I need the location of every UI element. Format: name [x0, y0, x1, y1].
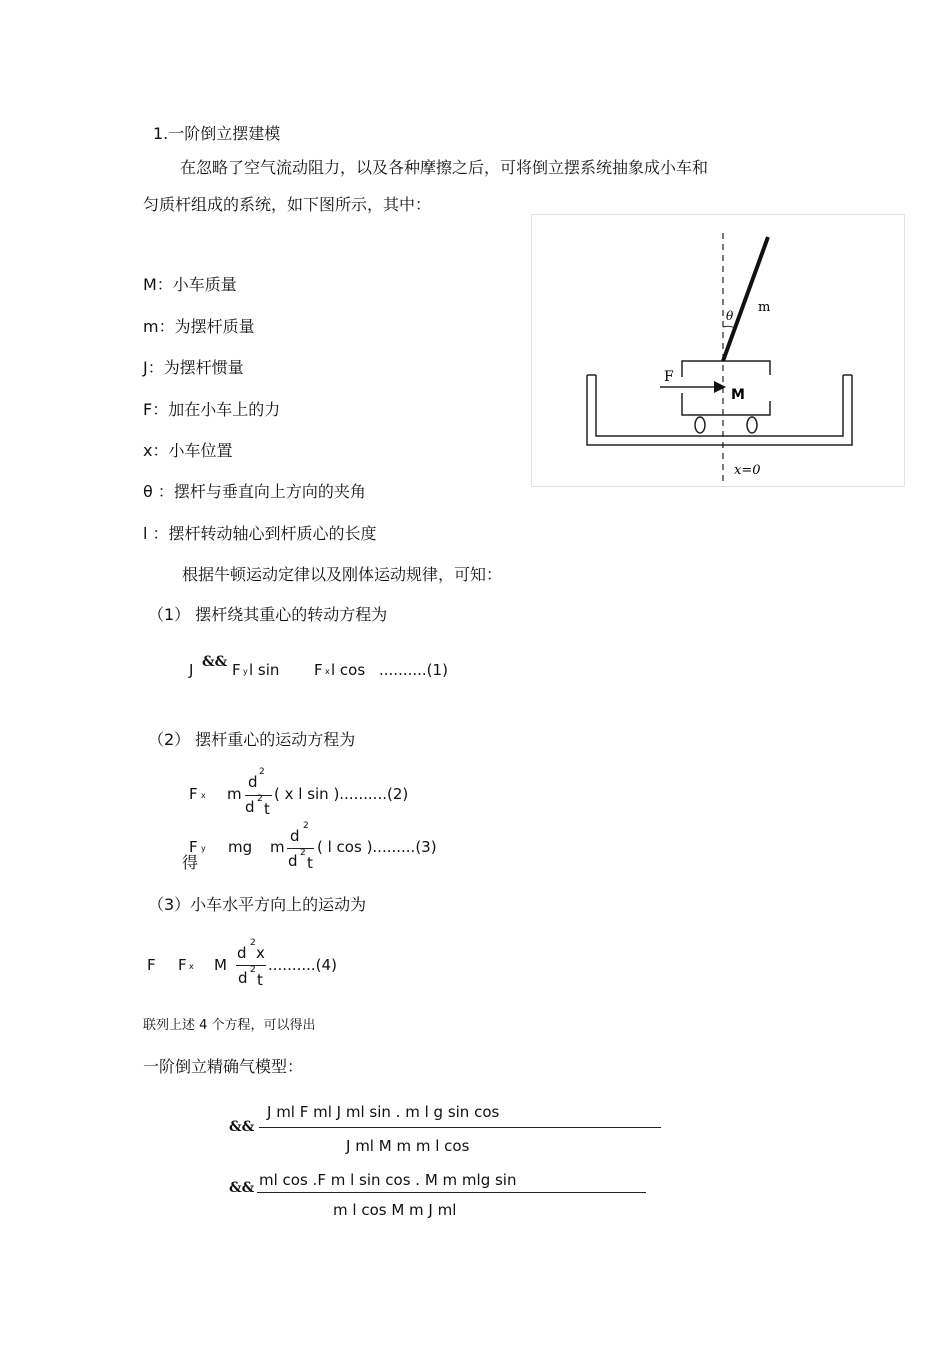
model2-lhs: &&: [229, 1180, 255, 1196]
eq1-F2: F: [314, 661, 323, 679]
variable-theta: θ ：摆杆与垂直向上方向的夹角: [143, 482, 366, 501]
eq4-den-d: d: [238, 969, 248, 987]
eq3-num-sup: 2: [303, 821, 309, 831]
eq4-den-sup: 2: [250, 965, 256, 975]
eq3-den-d: d: [288, 852, 298, 870]
eq3-paren: ( l cos ).........(3): [317, 838, 437, 856]
eq1-F1: F: [232, 661, 241, 679]
cart-wheel-right: [747, 417, 757, 433]
eq1-J: J: [189, 661, 194, 679]
label-x0: x=0: [734, 463, 761, 478]
eq3-den-t: t: [307, 854, 313, 872]
eq3-den-sup: 2: [300, 848, 306, 858]
eq3-mg: mg: [228, 838, 253, 856]
model2-numerator: ml cos .F m l sin cos . M m mlg sin: [259, 1171, 517, 1189]
eq4-F: F: [147, 956, 156, 974]
eq4-sub-x: x: [189, 962, 194, 971]
pendulum-figure: [531, 214, 905, 487]
eq4-Fx: F: [178, 956, 187, 974]
variable-x: x：小车位置: [143, 441, 233, 460]
variable-J: J：为摆杆惯量: [143, 358, 244, 377]
eq1-lcos: l cos: [331, 661, 366, 679]
eq2-m: m: [227, 785, 242, 803]
intro-line-2: 匀质杆组成的系统，如下图所示，其中：: [143, 195, 432, 214]
variable-m: m：为摆杆质量: [143, 317, 255, 336]
section-3-label: （3）小车水平方向上的运动为: [148, 895, 367, 914]
eq4-num-d: d: [237, 944, 247, 962]
model1-lhs: &&: [229, 1119, 255, 1135]
model1-denominator: J ml M m m l cos: [346, 1137, 470, 1155]
stray-char: 得: [182, 853, 199, 872]
variable-l: l ：摆杆转动轴心到杆质心的长度: [143, 524, 377, 543]
pendulum-rod: [723, 237, 771, 361]
label-m: m: [758, 300, 771, 315]
eq1-number: ..........(1): [379, 661, 448, 679]
eq4-M: M: [214, 956, 227, 974]
eq2-num-sup: 2: [259, 767, 265, 777]
eq3-sub-y: y: [201, 844, 206, 853]
eq4-den-t: t: [257, 971, 263, 989]
pendulum-diagram: [532, 215, 906, 488]
eq1-sub-x: x: [325, 667, 330, 676]
variable-F: F：加在小车上的力: [143, 400, 281, 419]
model-title: 一阶倒立精确气模型：: [143, 1057, 304, 1076]
model1-fraction-bar: [259, 1127, 661, 1128]
label-theta: θ: [726, 309, 734, 323]
eq4-number: ..........(4): [268, 956, 337, 974]
eq1-sub-y: y: [243, 667, 248, 676]
section-1-label: （1） 摆杆绕其重心的转动方程为: [148, 605, 388, 624]
eq4-num-sup: 2: [250, 938, 256, 948]
eq2-F: F: [189, 785, 198, 803]
eq3-m: m: [270, 838, 285, 856]
eq2-num-d: d: [248, 773, 258, 791]
model2-denominator: m l cos M m J ml: [333, 1201, 457, 1219]
eq2-paren: ( x l sin )..........(2): [274, 785, 409, 803]
section-2-label: （2） 摆杆重心的运动方程为: [148, 730, 356, 749]
eq1-double-dot: &&: [202, 654, 228, 670]
cart-body: [682, 361, 770, 415]
eq2-den-t: t: [264, 800, 270, 818]
model1-numerator: J ml F ml J ml sin . m l g sin cos: [267, 1103, 500, 1121]
intro-line-1: 在忽略了空气流动阻力，以及各种摩擦之后，可将倒立摆系统抽象成小车和: [180, 158, 709, 177]
eq2-den-d: d: [245, 798, 255, 816]
newton-text: 根据牛顿运动定律以及刚体运动规律，可知：: [182, 565, 503, 584]
eq4-num-x: x: [256, 944, 265, 962]
combine-text: 联列上述 4 个方程，可以得出: [143, 1018, 316, 1033]
variable-M: M：小车质量: [143, 275, 237, 294]
label-F: F: [664, 369, 674, 385]
eq2-sub-x: x: [201, 791, 206, 800]
model2-fraction-bar: [257, 1192, 646, 1193]
eq1-lsin: l sin: [249, 661, 280, 679]
section-heading: 1.一阶倒立摆建模: [153, 124, 281, 143]
label-M: M: [731, 387, 745, 403]
eq3-F: F: [189, 838, 198, 856]
eq2-den-sup: 2: [257, 794, 263, 804]
cart-wheel-left: [695, 417, 705, 433]
eq3-num-d: d: [290, 827, 300, 845]
